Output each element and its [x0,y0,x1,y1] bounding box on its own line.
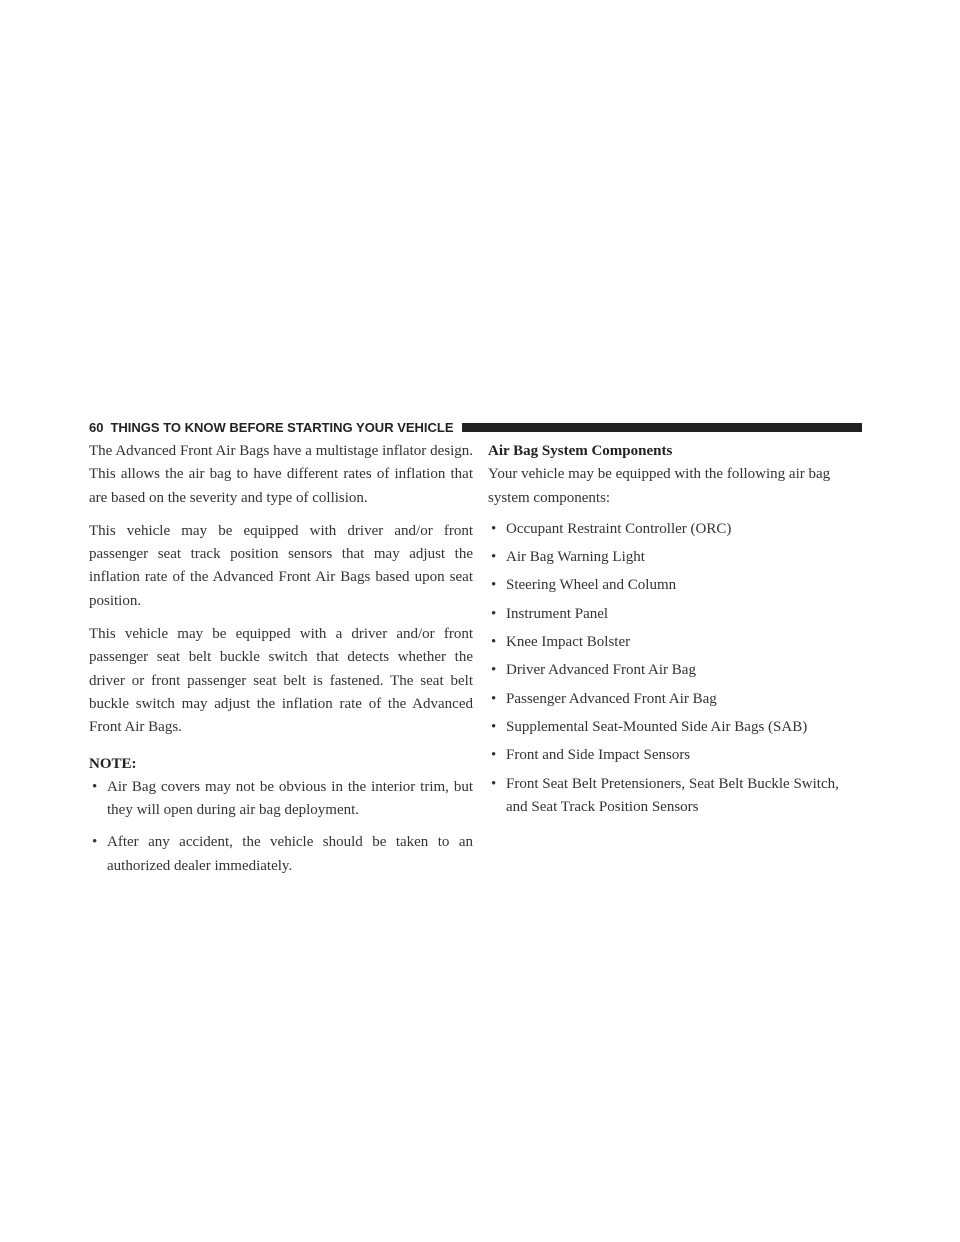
list-item-text: Passenger Advanced Front Air Bag [506,690,717,707]
list-item-text: Instrument Panel [506,605,609,622]
bullet-icon: • [491,718,497,735]
page-number: 60 [89,419,104,435]
list-item [488,659,864,682]
list-item-text: Front Seat Belt Pretensioners, Seat Belt Buckle Switch, and Seat Track Position Sensors [506,775,839,815]
list-item-text: Air Bag Warning Light [506,549,645,566]
list-item [488,574,864,597]
note-text: After any accident, the vehicle should be taken to an authorized dealer immediately. [107,834,473,874]
list-item [488,518,864,541]
list-item [488,773,864,820]
note-text: Air Bag covers may not be obvious in the interior trim, but they will open during air bag deployment. [107,778,473,819]
list-item [488,546,864,569]
bullet-icon: • [491,747,497,764]
components-heading: Air Bag System Components [488,443,673,459]
note-list [89,776,473,878]
bullet-icon: • [491,549,497,566]
components-intro: Your vehicle may be equipped with the following air bag system components: [488,466,831,506]
list-item [488,631,864,654]
section-title: THINGS TO KNOW BEFORE STARTING YOUR VEHICLE [110,419,454,435]
list-item [488,744,864,767]
components-list [488,518,864,819]
bullet-icon: • [491,662,497,679]
note-heading: NOTE: [89,755,137,772]
list-item-text: Knee Impact Bolster [506,634,631,651]
bullet-icon: • [491,634,497,651]
paragraph-buckle-switch: This vehicle may be equipped with a driver and/or front passenger seat belt buckle switch that detects whether the driver or front passenger seat belt is fastened. The seat belt buckle switch may adjust the inflation rate of the Advanced Front Air Bags. [89,626,473,736]
bullet-icon: • [491,690,497,707]
header-rule [462,423,862,432]
bullet-icon: • [491,605,497,622]
bullet-icon: • [491,775,497,792]
bullet-icon: • [491,577,497,594]
bullet-icon: • [491,520,497,537]
list-item [488,603,864,626]
list-item-text: Occupant Restraint Controller (ORC) [506,520,732,537]
list-item [488,688,864,711]
list-item-text: Front and Side Impact Sensors [506,747,691,764]
bullet-icon: • [92,834,98,851]
left-column [89,440,473,887]
page-header [89,417,862,437]
paragraph-seat-track-sensors: This vehicle may be equipped with driver and/or front passenger seat track position sensors that may adjust the inflation rate of the Advanced Front Air Bags based upon seat position. [89,522,473,609]
bullet-icon: • [92,778,98,795]
list-item-text: Driver Advanced Front Air Bag [506,662,696,679]
paragraph-multistage-inflator: The Advanced Front Air Bags have a multistage inflator design. This allows the air bag to have different rates of inflation that are based on the severity and type of collision. [89,443,473,506]
list-item-text: Supplemental Seat-Mounted Side Air Bags (SAB) [506,718,808,735]
note-item [89,776,473,823]
list-item [488,716,864,739]
list-item-text: Steering Wheel and Column [506,577,677,594]
note-item [89,831,473,878]
right-column [488,440,864,824]
